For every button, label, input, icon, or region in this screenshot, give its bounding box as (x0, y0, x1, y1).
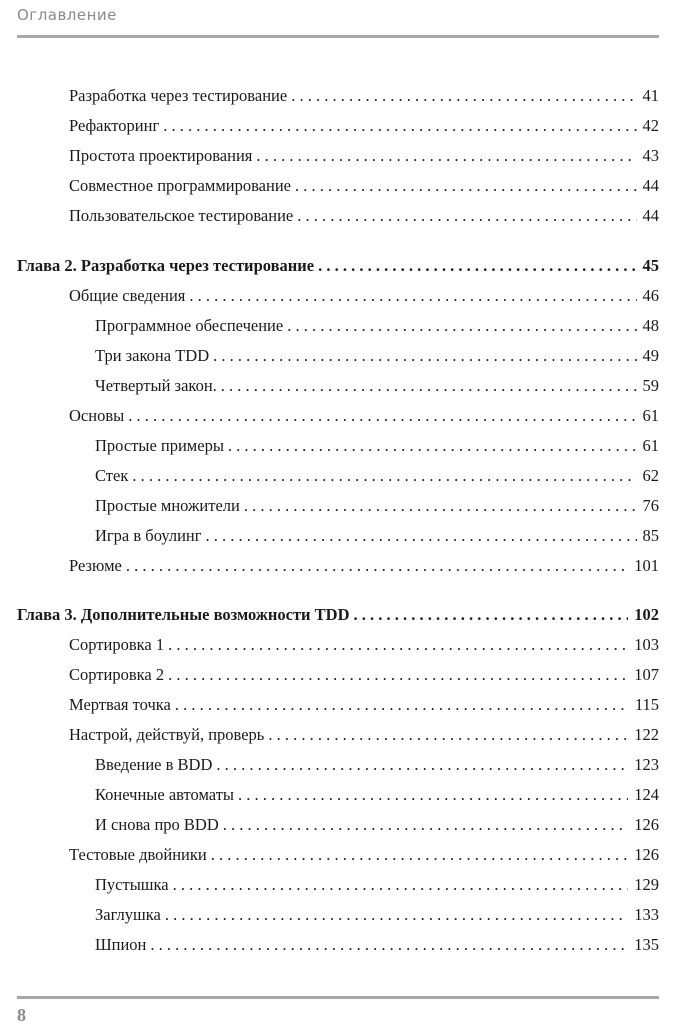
toc-entry[interactable] (69, 404, 659, 428)
toc-entry-title: Три закона TDD (95, 346, 210, 365)
toc-subentry[interactable] (95, 524, 659, 548)
toc-dot-leader (211, 843, 629, 867)
toc-entry-title: Конечные автоматы (95, 785, 234, 804)
toc-entry[interactable] (69, 663, 659, 687)
toc-entry-title: Тестовые двойники (69, 845, 207, 864)
running-head: Оглавление (17, 6, 117, 24)
toc-entry-page: 61 (642, 436, 659, 455)
toc-dot-leader (206, 524, 637, 548)
toc-entry-title: Программное обеспечение (95, 316, 284, 335)
toc-entry-page: 48 (642, 316, 659, 335)
toc-entry-page: 59 (642, 376, 659, 395)
toc-dot-leader (216, 753, 628, 777)
toc-entry-page: 44 (642, 206, 659, 225)
toc-entry-title: Совместное программирование (69, 176, 291, 195)
toc-entry-page: 129 (634, 875, 659, 894)
toc-chapter-entry[interactable] (17, 603, 659, 627)
toc-entry-page: 126 (634, 815, 659, 834)
toc-entry[interactable] (69, 723, 659, 747)
toc-entry-page: 61 (642, 406, 659, 425)
toc-entry-title: Сортировка 2 (69, 665, 165, 684)
toc-dot-leader (150, 933, 628, 957)
toc-entry-title: Игра в боулинг (95, 526, 202, 545)
toc-subentry[interactable] (95, 494, 659, 518)
toc-entry-title: Глава 2. Разработка через тестирование (17, 256, 315, 275)
toc-entry-title: И снова про BDD (95, 815, 219, 834)
toc-entry-title: Четвертый закон. (95, 376, 217, 395)
toc-dot-leader (244, 494, 637, 518)
toc-entry-page: 49 (642, 346, 659, 365)
toc-entry-page: 46 (642, 286, 659, 305)
toc-entry-title: Основы (69, 406, 125, 425)
toc-entry-title: Шпион (95, 935, 147, 954)
toc-entry-title: Пользовательское тестирование (69, 206, 294, 225)
toc-entry-page: 115 (634, 695, 659, 714)
toc-dot-leader (175, 693, 629, 717)
toc-dot-leader (165, 903, 628, 927)
toc-entry-title: Простота проектирования (69, 146, 253, 165)
toc-dot-leader (223, 813, 628, 837)
toc-entry-page: 43 (642, 146, 659, 165)
toc-entry-title: Заглушка (95, 905, 161, 924)
toc-entry-title: Простые множители (95, 496, 240, 515)
toc-entry-page: 101 (634, 556, 659, 575)
toc-dot-leader (163, 114, 636, 138)
toc-entry-page: 103 (634, 635, 659, 654)
toc-entry-title: Мертвая точка (69, 695, 171, 714)
toc-dot-leader (238, 783, 628, 807)
toc-entry-page: 45 (642, 256, 659, 275)
toc-dot-leader (354, 603, 629, 627)
toc-subentry[interactable] (95, 314, 659, 338)
header-rule (17, 35, 659, 38)
toc-chapter-entry[interactable] (17, 254, 659, 278)
toc-entry-title: Рефакторинг (69, 116, 160, 135)
toc-subentry[interactable] (95, 344, 659, 368)
toc-entry-title: Общие сведения (69, 286, 186, 305)
toc-entry[interactable] (69, 84, 659, 108)
toc-entry[interactable] (69, 144, 659, 168)
toc-entry-page: 123 (634, 755, 659, 774)
toc-entry[interactable] (69, 204, 659, 228)
toc-entry-title: Сортировка 1 (69, 635, 165, 654)
toc-subentry[interactable] (95, 813, 659, 837)
toc-dot-leader (168, 633, 628, 657)
footer-rule (17, 996, 659, 999)
toc-dot-leader (173, 873, 629, 897)
toc-dot-leader (221, 374, 637, 398)
toc-entry[interactable] (69, 114, 659, 138)
toc-subentry[interactable] (95, 903, 659, 927)
toc-entry-title: Стек (95, 466, 129, 485)
toc-entry-title: Пустышка (95, 875, 169, 894)
toc-entry-page: 133 (634, 905, 659, 924)
toc-dot-leader (189, 284, 636, 308)
toc-subentry[interactable] (95, 783, 659, 807)
toc-subentry[interactable] (95, 873, 659, 897)
toc-entry-page: 122 (634, 725, 659, 744)
toc-entry-page: 76 (642, 496, 659, 515)
toc-entry-page: 44 (642, 176, 659, 195)
toc-entry-page: 42 (642, 116, 659, 135)
toc-subentry[interactable] (95, 434, 659, 458)
toc-entry-title: Глава 3. Дополнительные возможности TDD (17, 605, 350, 624)
toc-entry-page: 62 (642, 466, 659, 485)
toc-dot-leader (132, 464, 636, 488)
toc-dot-leader (291, 84, 636, 108)
toc-entry[interactable] (69, 284, 659, 308)
toc-subentry[interactable] (95, 374, 659, 398)
toc-entry-page: 107 (634, 665, 659, 684)
toc-dot-leader (268, 723, 628, 747)
toc-entry[interactable] (69, 843, 659, 867)
toc-entry-page: 124 (634, 785, 659, 804)
toc-dot-leader (295, 174, 637, 198)
toc-entry[interactable] (69, 174, 659, 198)
toc-entry-title: Введение в BDD (95, 755, 213, 774)
toc-entry-page: 41 (642, 86, 659, 105)
toc-entry-page: 85 (642, 526, 659, 545)
toc-subentry[interactable] (95, 933, 659, 957)
toc-entry[interactable] (69, 633, 659, 657)
toc-entry-page: 126 (634, 845, 659, 864)
toc-entry-page: 135 (634, 935, 659, 954)
toc-entry-title: Резюме (69, 556, 122, 575)
toc-dot-leader (297, 204, 636, 228)
toc-entry-title: Настрой, действуй, проверь (69, 725, 265, 744)
toc-dot-leader (168, 663, 628, 687)
toc-dot-leader (126, 554, 628, 578)
toc-subentry[interactable] (95, 753, 659, 777)
toc-entry-page: 102 (634, 605, 659, 624)
toc-entry[interactable] (69, 693, 659, 717)
page-number: 8 (17, 1005, 26, 1025)
toc-dot-leader (256, 144, 636, 168)
toc-dot-leader (228, 434, 637, 458)
toc-entry[interactable] (69, 554, 659, 578)
toc-subentry[interactable] (95, 464, 659, 488)
toc-dot-leader (287, 314, 636, 338)
toc-dot-leader (128, 404, 636, 428)
toc-dot-leader (213, 344, 636, 368)
toc-dot-leader (318, 254, 636, 278)
toc-entry-title: Разработка через тестирование (69, 86, 288, 105)
toc-entry-title: Простые примеры (95, 436, 224, 455)
